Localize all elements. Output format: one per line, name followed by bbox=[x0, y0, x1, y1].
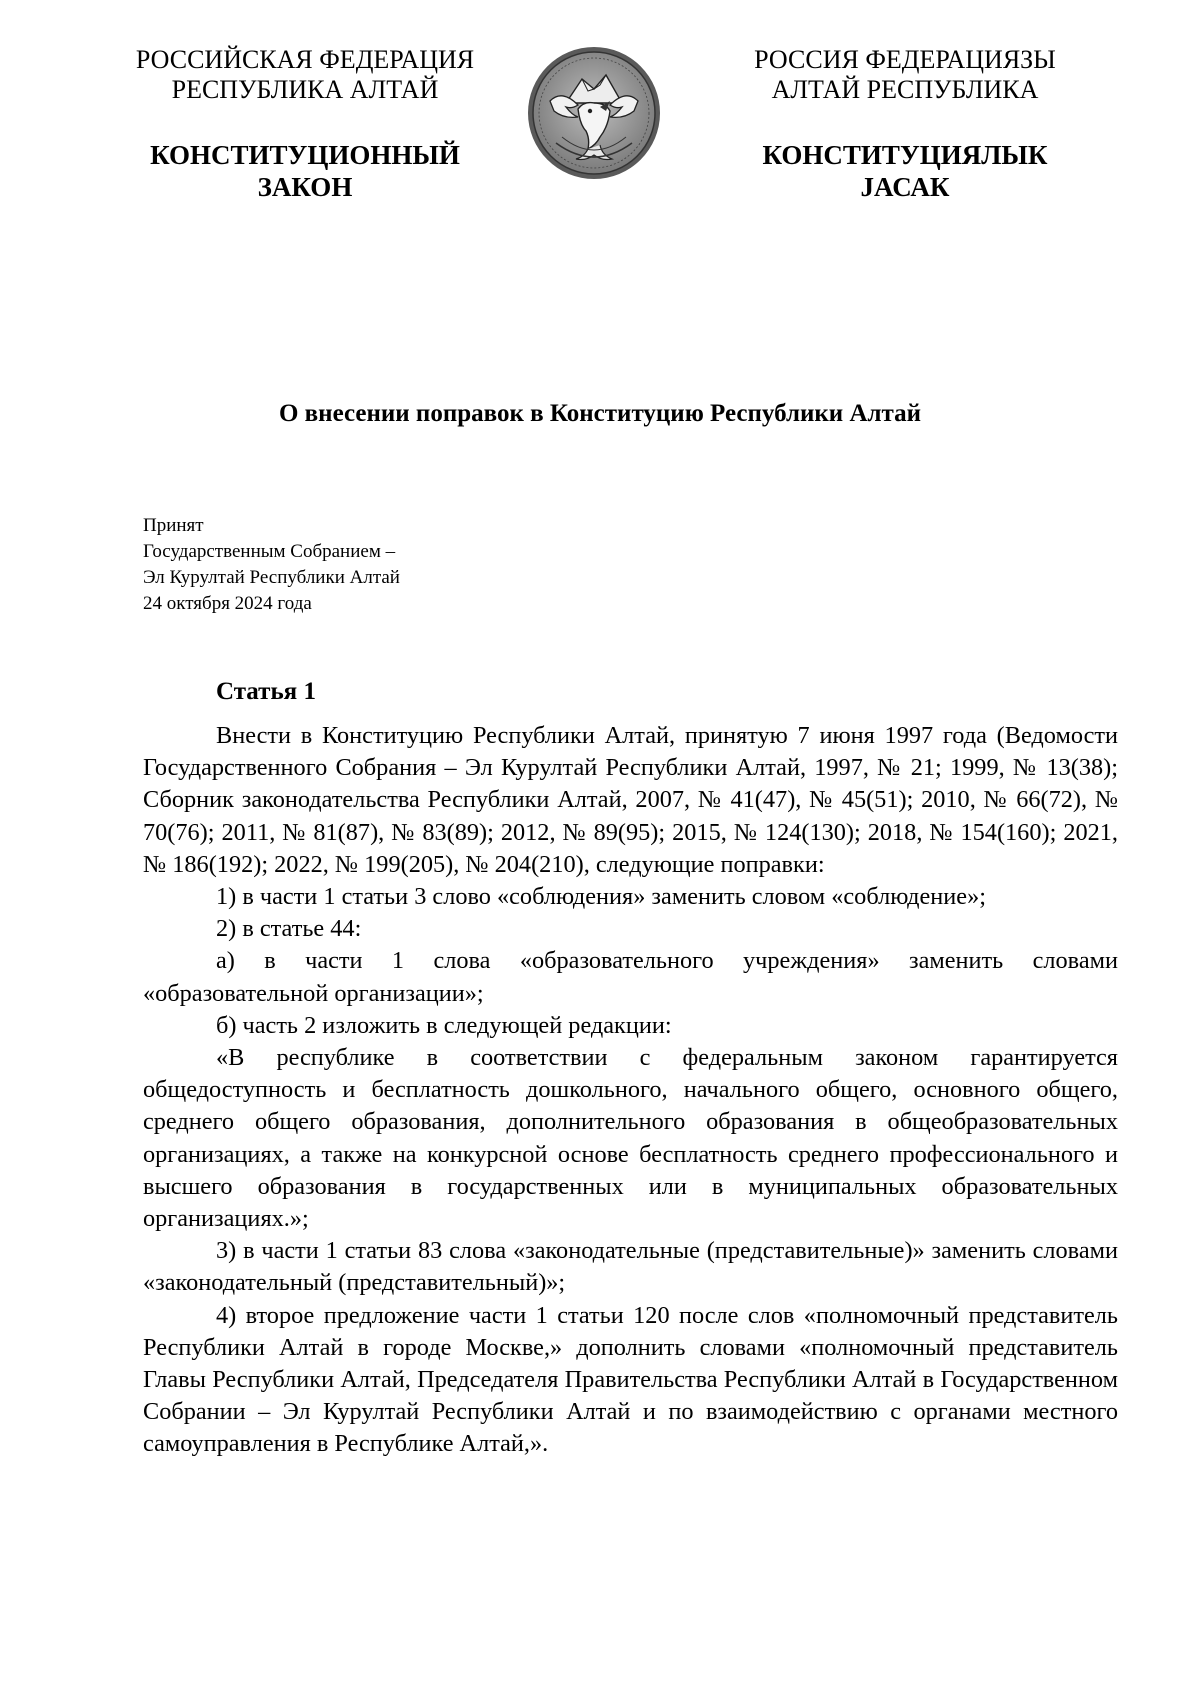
country-name-ru: РОССИЙСКАЯ ФЕДЕРАЦИЯ bbox=[135, 45, 475, 74]
law-type-alt bbox=[690, 139, 1120, 203]
article-paragraph: а) в части 1 слова «образовательного учреждения» заменить словами «образовательной организации»; bbox=[143, 947, 1118, 1007]
article-body bbox=[143, 720, 1118, 1461]
adoption-line-1: Принят bbox=[143, 515, 204, 536]
article-paragraph: 1) в части 1 статьи 3 слово «соблюдения» заменить словом «соблюдение»; bbox=[216, 883, 986, 911]
document-title: О внесении поправок в Конституцию Республики Алтай bbox=[278, 400, 922, 427]
adoption-line-3: Эл Курултай Республики Алтай bbox=[143, 567, 400, 588]
article-paragraph: 4) второе предложение части 1 статьи 120 после слов «полномочный представитель Республики Алтай в городе Москве,» дополнить словами «полномочный представитель Главы Республики Алтай, Председателя Правительства Республики Алтай в Государственном Собрании – Эл Курултай Республики Алтай и по взаимодействию с органами местного самоуправления в Республике Алтай,». bbox=[143, 1301, 1118, 1458]
adoption-date: 24 октября 2024 года bbox=[143, 593, 312, 614]
law-type-ru-line2: ЗАКОН bbox=[257, 172, 353, 202]
republic-name-ru: РЕСПУБЛИКА АЛТАЙ bbox=[171, 75, 439, 104]
article-paragraph: Внести в Конституцию Республики Алтай, принятую 7 июня 1997 года (Ведомости Государственного Собрания – Эл Курултай Республики Алтай, 1997, № 21; 1999, № 13(38); Сборник законодательства Республики Алтай, 2007, № 41(47), № 45(51); 2010, № 66(72), № 70(76); 2011, № 81(87), № 83(89); 2012, № 89(95); 2015, № 124(130); 2018, № 154(160); 2021, № 186(192); 2022, № 199(205), № 204(210), следующие поправки: bbox=[143, 722, 1118, 878]
article-paragraph: «В республике в соответствии с федеральным законом гарантируется общедоступность и бесплатность дошкольного, начального общего, основного общего, среднего общего образования, дополнительного образования в общеобразовательных организациях, а также на конкурсной основе бесплатность среднего профессионального и высшего образования в государственных или в муниципальных образовательных организациях.»; bbox=[143, 1044, 1118, 1233]
law-type-alt-line1: КОНСТИТУЦИЯЛЫК bbox=[762, 140, 1048, 170]
header-left bbox=[100, 45, 510, 203]
law-type-ru-line1: КОНСТИТУЦИОННЫЙ bbox=[150, 140, 460, 170]
article-paragraph: 2) в статье 44: bbox=[216, 915, 362, 943]
article-paragraph: 3) в части 1 статьи 83 слова «законодательные (представительные)» заменить словами «законодательный (представительный)»; bbox=[143, 1237, 1118, 1297]
adoption-info bbox=[143, 513, 400, 617]
law-type-alt-line2: JАСАК bbox=[860, 172, 950, 202]
adoption-line-2: Государственным Собранием – bbox=[143, 541, 396, 562]
article-paragraph: б) часть 2 изложить в следующей редакции: bbox=[216, 1011, 672, 1039]
article-heading: Статья 1 bbox=[216, 678, 316, 705]
republic-name-alt: АЛТАЙ РЕСПУБЛИКА bbox=[771, 75, 1039, 104]
country-name-alt: РОССИЯ ФЕДЕРАЦИЯЗЫ bbox=[754, 45, 1056, 74]
coat-of-arms-icon bbox=[526, 45, 662, 181]
law-type-ru bbox=[100, 139, 510, 203]
header-right bbox=[690, 45, 1120, 203]
